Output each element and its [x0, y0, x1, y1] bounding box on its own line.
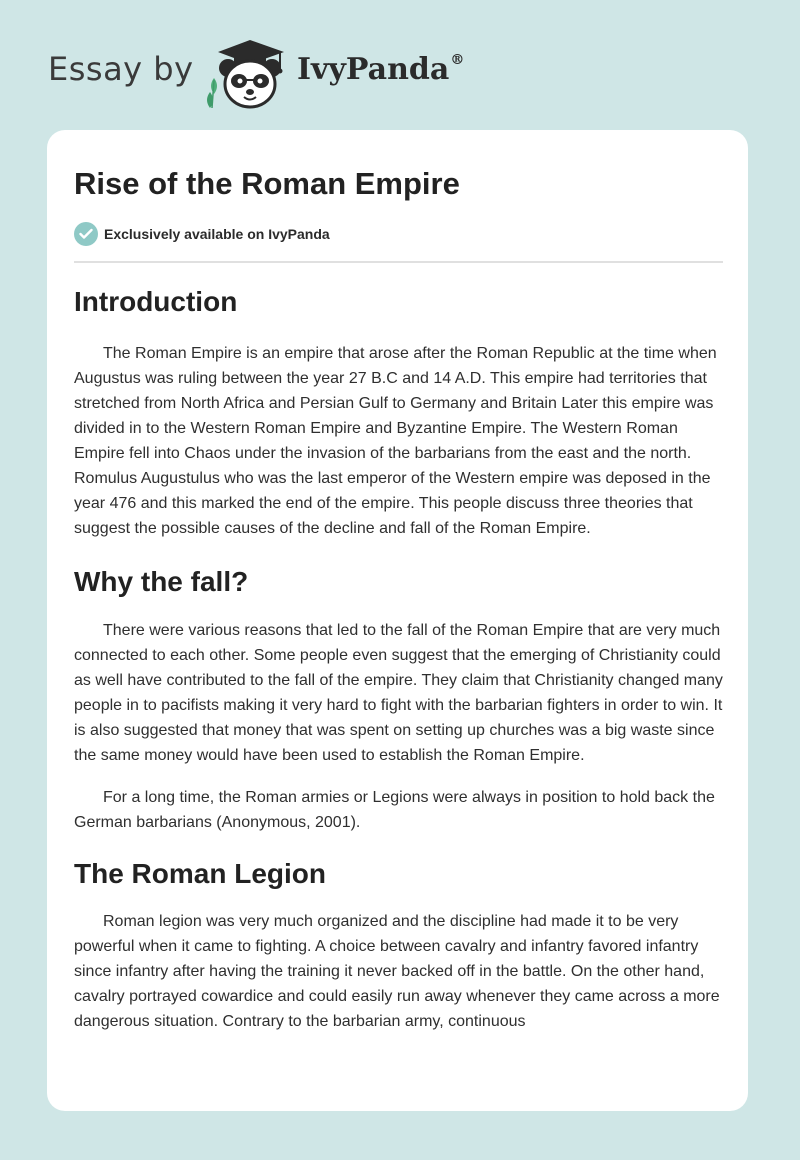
site-header [0, 0, 800, 125]
section-heading-roman-legion: The Roman Legion [74, 858, 326, 889]
brand-logo-text[interactable] [297, 52, 464, 87]
divider [74, 261, 723, 263]
essay-body [74, 280, 726, 1034]
section-heading-introduction: Introduction [74, 286, 238, 317]
paragraph: There were various reasons that led to the fall of the Roman Empire that are very much connected to each other. Some people even suggest that the emerging of Christianity could as well have contributed to the fall of the empire. They claim that Christianity changed many people in to pacifists making it very hard to fight with the barbarian fighters in order to win. It is also suggested that money that was spent on setting up churches was a big waste since the same money would have been used to establish the Roman Empire. [74, 622, 723, 764]
essay-by-label: Essay by [48, 50, 194, 88]
paragraph: The Roman Empire is an empire that arose after the Roman Republic at the time when Augustus was ruling between the year 27 B.C and 14 A.D. This empire had territories that stretched from North Africa and Persian Gulf to Germany and Britain Later this empire was divided in to the Western Roman Empire and Byzantine Empire. The Western Roman Empire fell into Chaos under the invasion of the barbarians from the east and the north. Romulus Augustulus who was the last emperor of the Western empire was deposed in the year 476 and this marked the end of the empire. This people discuss three theories that suggest the possible causes of the decline and fall of the Roman Empire. [74, 345, 717, 537]
paragraph: For a long time, the Roman armies or Legions were always in position to hold back the German barbarians (Anonymous, 2001). [74, 789, 715, 831]
exclusive-label: Exclusively available on IvyPanda [104, 226, 330, 242]
essay-card [47, 130, 748, 1111]
registered-mark: ® [450, 52, 465, 68]
page-title: Rise of the Roman Empire [74, 166, 460, 201]
exclusive-badge [74, 222, 330, 246]
section-heading-why-the-fall: Why the fall? [74, 566, 249, 597]
paragraph: Roman legion was very much organized and the discipline had made it to be very powerful when it came to fighting. A choice between cavalry and infantry favored infantry since infantry after having the training it never backed off in the battle. On the other hand, cavalry portrayed cowardice and could easily run away whenever they came across a more dangerous situation. Contrary to the barbarian army, continuous [74, 913, 720, 1030]
brand-name: IvyPanda [297, 52, 450, 87]
check-icon [74, 222, 98, 246]
panda-graduate-icon[interactable] [200, 36, 292, 110]
